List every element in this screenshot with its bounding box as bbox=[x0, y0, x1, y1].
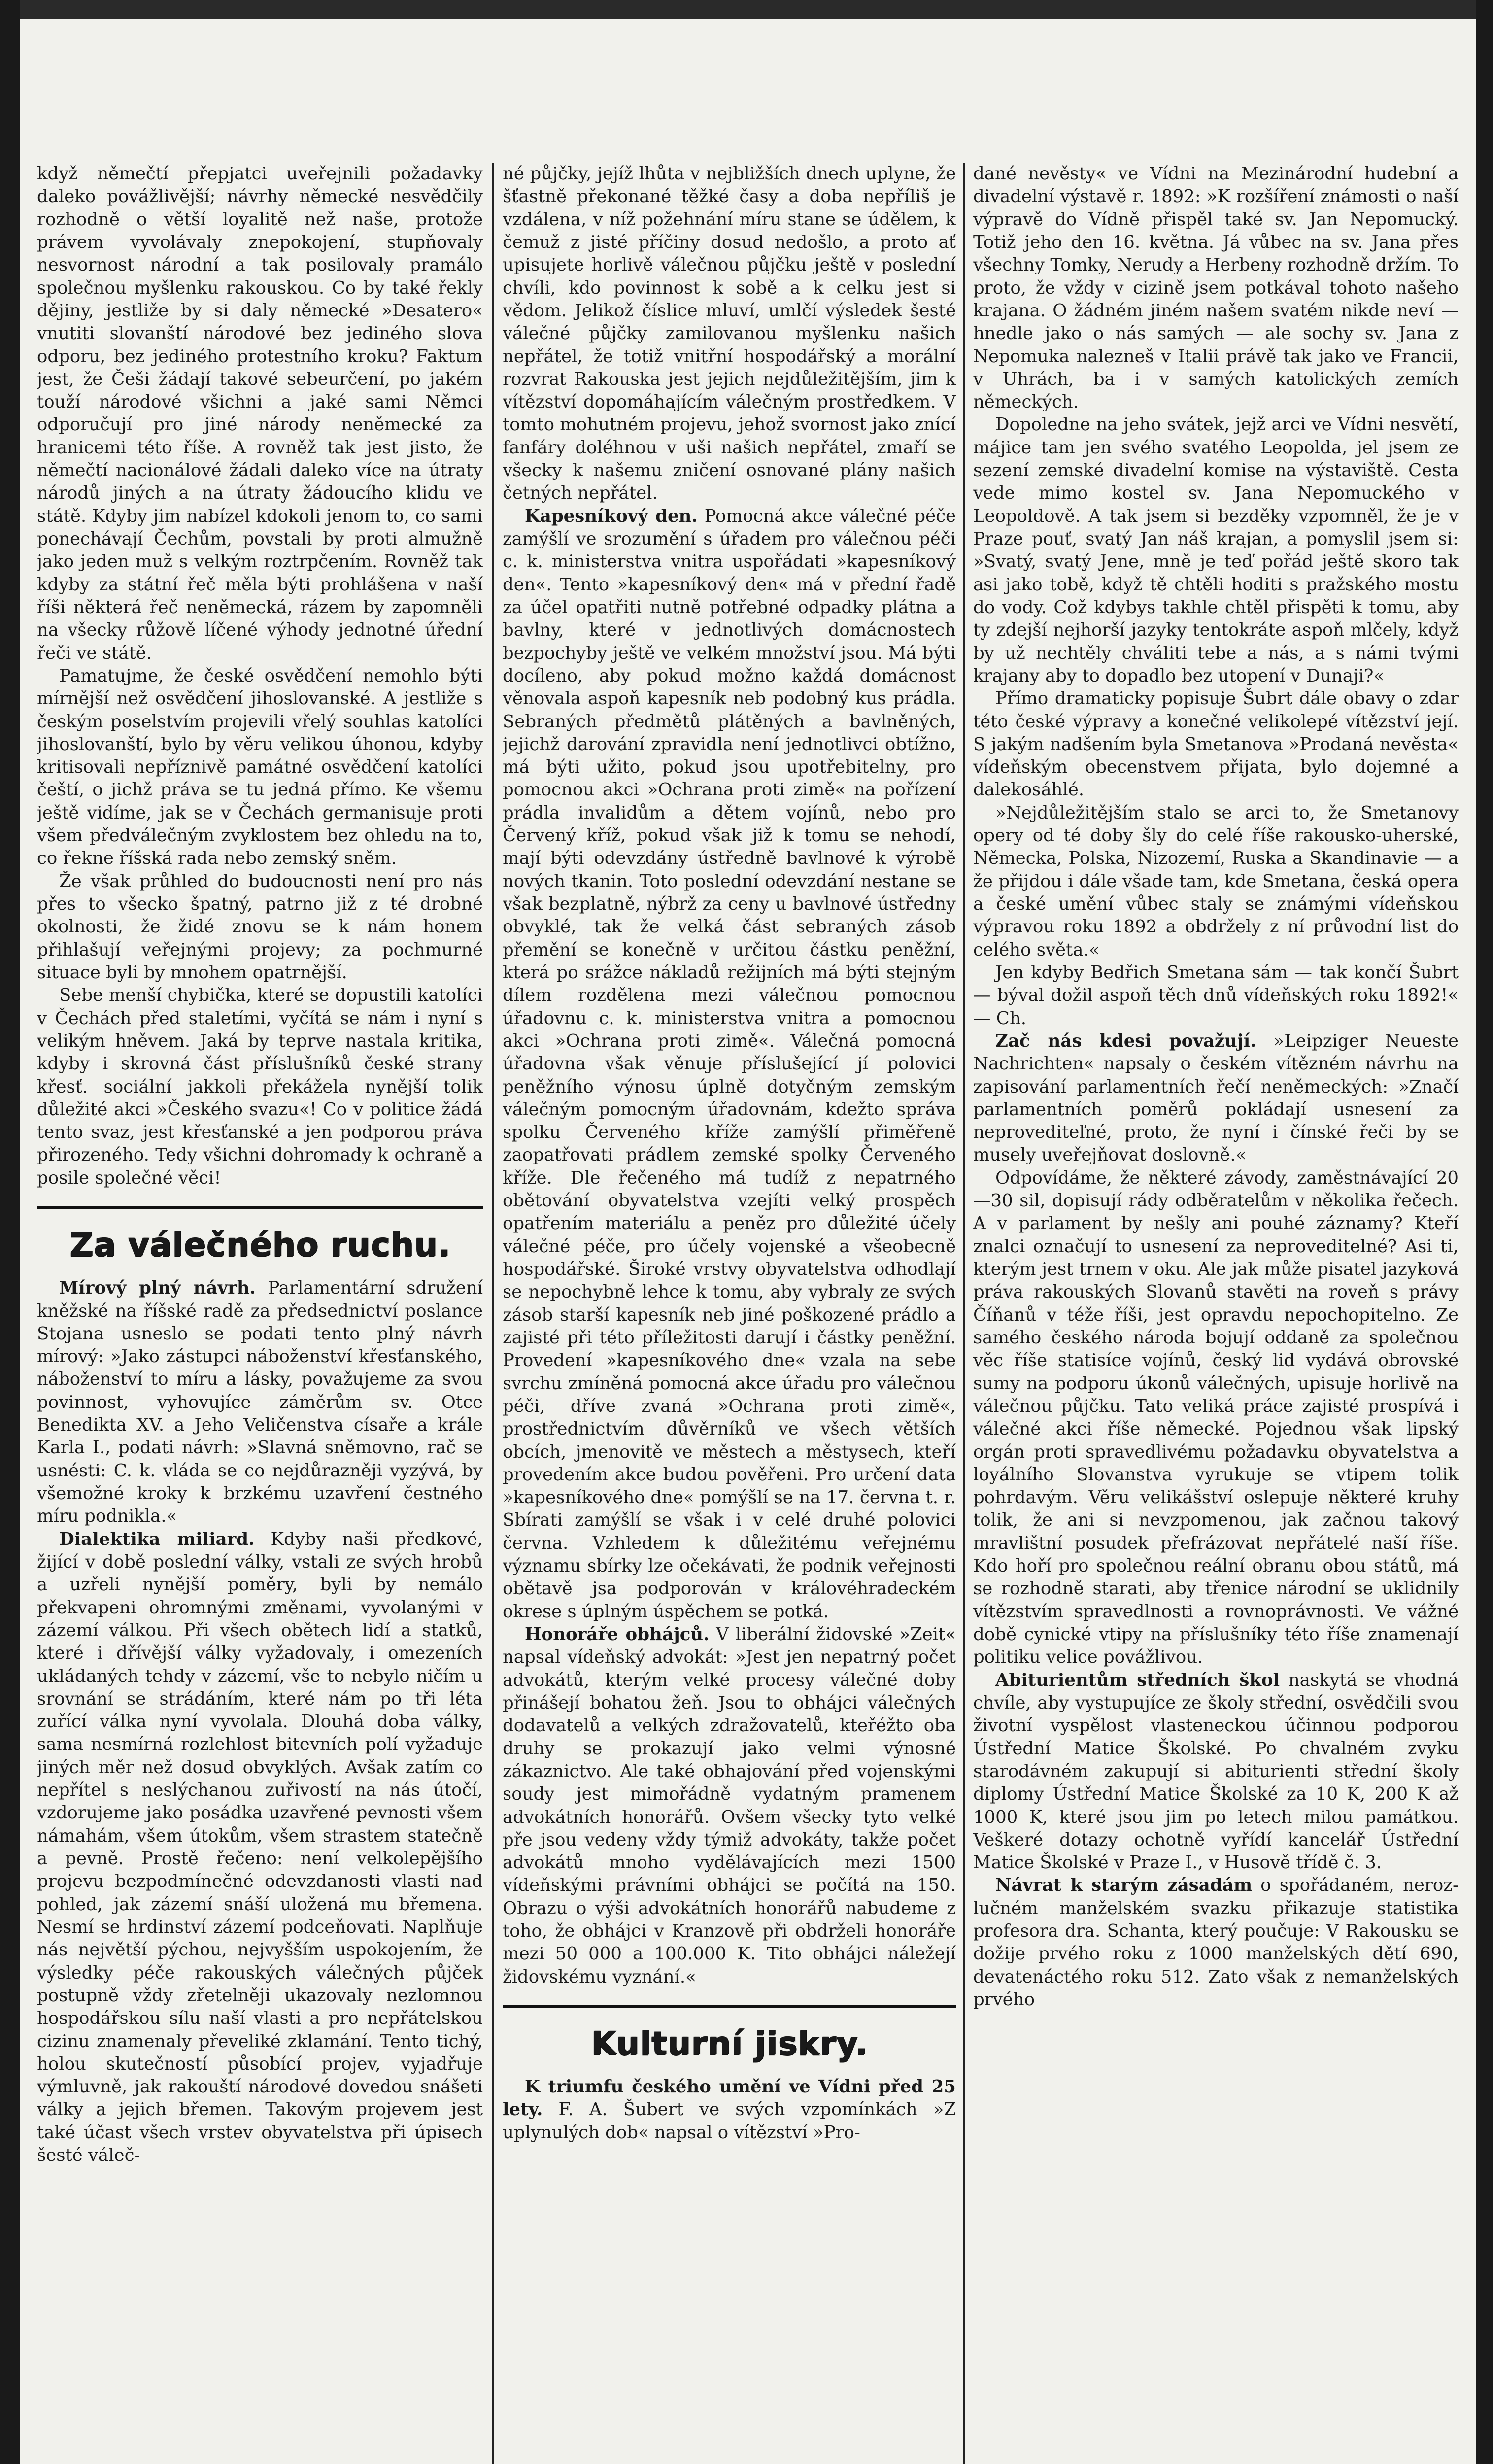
news-item bbox=[973, 1669, 1459, 1875]
item-lead: Návrat k starým zásadám bbox=[995, 1875, 1253, 1896]
article-paragraph: né půjčky, jejíž lhůta v nejbližších dnech uplyne, že šťastně překonané těžké časy a doba nepříliš je vzdálena, v níž požehnání míru stane se údělem, k čemuž z jisté příčiny dosud nedošlo, a proto ať upisujete horlivě válečnou půjčku ještě v poslední chvíli, kdo povinnost k sobě a k celku jest si vědom. Jelikož číslice mluví, umlčí výsledek šesté válečné půjčky zamilovanou myšlenku našich nepřátel, že totiž vnitřní hospodářský a morální rozvrat Rakouska jest jejich nejdůležitějším, jim k vítězství dopomáhajícím válečným prostředkem. V tomto mohutném projevu, jehož svornost jako znící fanfáry doléhnou v uši našich nepřátel, zmaří se všecky k našemu zničení osnované plány našich četných nepřátel. bbox=[503, 164, 956, 504]
article-paragraph: Sebe menší chybička, které se dopustili katolíci v Čechách před staletími, vyčítá se nám i nyní s velikým hněvem. Jaká by teprve nastala kritika, kdyby i skrovná část příslušníků české strany křesť. sociální jakkoli překážela nynější tolik důležité akci »Českého svazu«! Co v politice žádá tento svaz, jest křesťanské a jen podporou práva přirozeného. Tedy všichni dohromady k ochraně a posile společné věci! bbox=[37, 985, 483, 1188]
scan-edge-left bbox=[0, 0, 20, 2464]
item-text: Kdyby naši předkové, žijící v době poslední války, vstali ze svých hrobů a uzřeli nynější poměry, byli by nemálo překvapeni ohromnými změnami, vyvolanými v zázemí válkou. Při všech obětech lidí a statků, které i dřívější války vyžadovaly, i omezeních ukládaných tehdy v zázemí, vše to nebylo ničím u srovnání se strádáním, které nám po tři léta zuřící válka nyní vyvolala. Dlouhá doba války, sama nesmírná rozlehlost bitevních polí vyžaduje jiných měr než dosud obvyklých. Avšak zatím co nepřítel s neslýchanou zuřivostí na nás útočí, vzdorujeme jako posádka uzavřené pevnosti všem námahám, všem útokům, všem strastem statečně a pevně. Prostě řečeno: není velkolepějšího projevu bezpodmínečné odevzdanosti vlasti nad pohled, jak zázemí snáší uložená mu břemena. Nesmí se hrdinství zázemí podceňovati. Naplňuje nás největší pýchou, nejvyšším uspokojením, že výsledky péče rakouských válečných půjček postupně vždy zřetelněji ukazovaly nezlomnou hospodářskou sílu naší vlasti a pro nepřátelskou cizinu znamenaly převeliké zklamání. Tento tichý, holou skutečností působící projev, vyjadřuje výmluvně, jak rakouští národové dovedou snášeti války a jejich břemen. Takovým projevem jest také účast všech vrstev obyvatelstva při úpisech šesté váleč- bbox=[37, 1529, 483, 2166]
section-heading: Za válečného ruchu. bbox=[69, 1226, 451, 1264]
news-item bbox=[503, 1623, 956, 1988]
news-item bbox=[973, 1030, 1459, 1167]
article-paragraph: »Nejdůležitějším stalo se arci to, že Smetanovy opery od té doby šly do celé říše rakousko-uherské, Německa, Polska, Nizozemí, Ruska a Skandinavie — a že přijdou i dále všade tam, kde Smetana, česká opera a české umění vůbec staly se známými vídeňskou výpravou roku 1892 a obdržely z ní průvodní list do celého světa.« bbox=[973, 802, 1459, 960]
item-text: o spořádaném, nerozlučném manželském svazku přikazuje statistika profesora dra. Schanta, který poučuje: V Rakousku se dožije prvého roku z 1000 manželských dětí 690, devatenáctého roku 512. Zato však z nemanželských prvého bbox=[973, 1875, 1459, 2010]
column-1 bbox=[37, 163, 483, 2464]
item-lead: Honoráře obhájců. bbox=[525, 1624, 710, 1644]
item-lead: Mírový plný návrh. bbox=[59, 1278, 256, 1299]
item-text: V liberální židovské »Zeit« napsal vídeňský advokát: »Jest jen nepatrný počet advokátů, kterým velké procesy válečné doby přinášejí bohatou žeň. Jsou to obhájci válečných dodavatelů a velkých zdražovatelů, kteřéžto oba druhy se prokazují jako velmi výnosné zákaznictvo. Ale také obhajování před vojenskými soudy jest mimořádně vydatným pramenem advokátních honorářů. Ovšem všecky tyto velké pře jsou vedeny vždy týmiž advokáty, takže počet advokátů mnoho vydělávajících mezi 1500 vídeňskými právními obhájci se počítá na 150. Obrazu o výši advokátních honorářů nabudeme z toho, že obhájci v Kranzově při obdrželi honoráře mezi 50 000 a 100.000 K. Tito obhájci náležejí židovskému vyznání.« bbox=[503, 1624, 956, 1987]
section-divider bbox=[37, 1206, 483, 1209]
news-item bbox=[503, 505, 956, 1623]
news-item bbox=[37, 1277, 483, 1528]
scan-edge-top bbox=[0, 0, 1493, 19]
item-lead: K triumfu českého umění ve Vídni před 25 lety. bbox=[503, 2077, 956, 2120]
item-text: »Leipziger Neueste Nachrichten« napsaly o českém vítězném návrhu na zapisování parlamentních řečí neněmeckých: »Značí parlamentních poměrů pokládají usnesení za neprovediteľné, proto, že nyní i čínské řeči by se musely uveřejňovat doslovně.« bbox=[973, 1030, 1459, 1165]
news-item bbox=[503, 2076, 956, 2144]
column-3 bbox=[973, 163, 1459, 2464]
news-item bbox=[973, 1874, 1459, 2011]
item-text: F. A. Šubert ve svých vzpomínkách »Z uplynulých dob« napsal o vítězství »Pro- bbox=[503, 2099, 956, 2143]
item-lead: Zač nás kdesi považují. bbox=[995, 1030, 1256, 1051]
article-paragraph: dané nevěsty« ve Vídni na Mezinárodní hudební a divadelní výstavě r. 1892: »K rozšíření známosti o naší výpravě do Vídně přispěl také sv. Jan Nepomucký. Totiž jeho den 16. května. Já vůbec na sv. Jana přes všechny Tomky, Nerudy a Herbeny rozhodně držím. To proto, že vždy v cizině jsem potkával tohoto našeho krajana. O žádném jiném našem svatém nikde neví — hnedle jako o nás samých — ale sochy sv. Jana z Nepomuka nalezneš v Italii právě tak jako ve Francii, v Uhrách, ba i v samých katolických zemích německých. bbox=[973, 164, 1459, 412]
column-rule bbox=[963, 163, 965, 2464]
item-lead: Dialektika miliard. bbox=[59, 1529, 255, 1549]
article-paragraph: Dopoledne na jeho svátek, jejž arci ve Vídni nesvětí, májice tam jen svého svatého Leopolda, jel jsem ze sezení zemské divadelní komise na výstaviště. Cesta vede mimo kostel sv. Jana Nepomuckého v Leopoldově. A tak jsem si bezděky vzpomněl, že je v Praze pouť, svatý Jan náš krajan, a pomyslil jsem si: »Svatý, svatý Jene, mně je teď pořád ještě skoro tak asi jako tobě, když tě chtěli hoditi s pražského mostu do vody. Což kdybys takhle chtěl přispěti k tomu, aby ty zdejší nejhorší jazyky tentokráte aspoň mlčely, když by už nechtěly chváliti tebe a nás, a s námi tvými krajany aby to dopadlo bez utopení v Dunaji?« bbox=[973, 414, 1459, 686]
item-text: Pomocná akce válečné péče zamýšlí ve srozumění s úřadem pro válečnou péči c. k. ministerstva vnitra uspořádati »kapesníkový den«. Tento »kapesníkový den« má v přední řadě za účel opatřiti nutně potřebné odpadky plátna a bavlny, které v jednotlivých domácnostech bezpochyby ještě ve velkém množství jsou. Má býti docíleno, aby pokud možno každá domácnost věnovala aspoň kapesník neb podobný kus prádla. Sebraných předmětů plátěných a bavlněných, jejichž darování zpravidla není jednotlivci obtížno, má býti užito, pokud jsou upotřebitelny, pro pomocnou akci »Ochrana proti zimě« na pořízení prádla invalidům a dětem vojínů, nebo pro Červený kříž, pokud však již k tomu se nehodí, mají býti odevzdány ústředně bavlnové k výrobě nových tkanin. Toto poslední odevzdání nestane se však bezplatně, nýbrž za ceny u bavlnové ústředny obvyklé, tak že velká část sebraných zásob přemění se konečně v určitou částku peněžní, která po srážce nákladů režijních má býti stejným dílem rozdělena mezi válečnou pomocnou úřadovnu c. k. ministerstva vnitra a pomocnou akci »Ochrana proti zimě«. Válečná pomocná úřadovna však věnuje příslušející jí polovici peněžního výnosu úplně dotyčným zemským válečným pomocným úřadovnám, kdežto správa spolku Červeného kříže zamýšlí přiměřeně zaopatřovati prádlem zemské spolky Červeného kříže. Dle řečeného má tudíž z nepatrného obětování obyvatelstva vzejíti velký prospěch opatřením materiálu a peněz pro důležité účely válečné péče, pro účely vojenské a všeobecně hospodářské. Široké vrstvy obyvatelstva odhodlají se nepochybně lehce k tomu, aby vybraly ze svých zásob starší kapesník neb jiné poškozené prádlo a zajisté při této příležitosti darují i částky peněžní. Provedení »kapesníkového dne« vzala na sebe svrchu zmíněná pomocná akce úřadu pro válečnou péči, dříve zvaná »Ochrana proti zimě«, prostřednictvím důvěrníků ve všech větších obcích, jmenovitě ve městech a městysech, kteří provedením akce budou pověřeni. Pro určení data »kapesníkového dne« pomýšlí se na 17. června t. r. Sbírati zamýšlí se však i v celé druhé polovici června. Vzhledem k důležitému veřejnému významu sbírky lze očekávati, že podnik veřejnosti obětavě jsa podporován v královéhradeckém okrese s úplným úspěchem se potká. bbox=[503, 506, 956, 1622]
article-paragraph: Přímo dramaticky popisuje Šubrt dále obavy o zdar této české výpravy a konečné velikolepé vítězství její. S jakým nadšením byla Smetanova »Prodaná nevěsta« vídeňským obecenstvem přijata, bylo dojemné a dalekosáhlé. bbox=[973, 688, 1459, 800]
column-rule bbox=[492, 163, 494, 2464]
news-item bbox=[37, 1528, 483, 2167]
article-paragraph: Odpovídáme, že některé závody, zaměstnávající 20—30 sil, dopisují rády odběratelům v několika řečech. A v parlament by nešly ani pouhé záznamy? Kteří znalci označují to usnesení za neproveditelné? Asi ti, kterým jest trnem v oku. Ale jak může pisatel jazyková práva rakouských Slovanů stavěti na roveň s právy Číňanů v téže říši, jest opravdu nepochopitelno. Ze samého českého národa bojují oddaně za společnou věc říše statisíce vojínů, český lid vydává obrovské sumy na podporu úkonů válečných, upisuje horlivě na válečnou půjčku. Tato veliká práce zajisté prospívá i válečné akci říše německé. Pojednou však lipský orgán proti spravedlivému požadavku obyvatelstva a loyálního Slovanstva vyrukuje se vtipem tolik pohrdavým. Věru velikášství oslepuje některé kruhy tolik, že ani si nevzpomenou, jak začnou takový mravlištní posudek přefrázovat nepřátelé naší říše. Kdo hoří pro společnou reální obranu obou států, má se rozhodně starati, aby třenice národní se uklidnily vítězstvím spravedlnosti a rovnoprávnosti. Ve vážné době cynické vtipy na příslušníky této říše znamenají politiku velice povážlivou. bbox=[973, 1167, 1459, 1668]
item-text: Parlamentární sdružení kněžské na říšské radě za předsednictví poslance Stojana usneslo se podati tento plný návrh mírový: »Jako zástupci náboženství křesťanského, náboženství to míru a lásky, považujeme za svou povinnost, vyhovujíce záměrům sv. Otce Benedikta XV. a Jeho Veličenstva císaře a krále Karla I., podati návrh: »Slavná sněmovno, rač se usnésti: C. k. vláda se co nejdůrazněji vyzývá, by všemožné kroky k brzkému uzavření čestného míru podnikla.« bbox=[37, 1278, 483, 1527]
article-paragraph: Pamatujme, že české osvědčení nemohlo býti mírnější než osvědčení jihoslovanské. A jestliže s českým poselstvím projevili vřelý souhlas katolíci jihoslovanští, bylo by věru velikou úhonou, kdyby kritisovali nepříznivě památné osvědčení katolíci čeští, o jichž práva se tu jedná přímo. Ke všemu ještě vidíme, jak se v Čechách germanisuje proti všem předválečným zvyklostem bez ohledu na to, co řekne říšská rada nebo zemský sněm. bbox=[37, 665, 483, 869]
article-paragraph: když němečtí přepjatci uveřejnili požadavky daleko povážlivější; návrhy německé nesvědčily rozhodně o větší loyalitě než naše, protože právem vyvolávaly znepokojení, stupňovaly nesvornost národní a tak posilovaly pramálo společnou myšlenku rakouskou. Co by také řekly dějiny, jestliže by si daly německé »Desatero« vnutiti slovanští národové bez jediného slova odporu, bez jediného protestního kroku? Faktum jest, že Češi žádají takové sebeurčení, po jakém touží národové všichni a jaké sami Němci odporučují pro jiné národy neněmecké za hranicemi této říše. A rovněž tak jest jisto, že němečtí nacionálové žádali daleko více na útraty národů jiných a na útraty žádoucího klidu ve státě. Kdyby jim nabízel kdokoli jenom to, co sami ponechávají Čechům, povstali by proti almužně jako jeden muž s velkým roztrpčením. Rovněž tak kdyby za státní řeč měla býti prohlášena v naší říši některá řeč neněmecká, rázem by zapomněli na všecky růžově líčené výhody jednotné úřední řeči ve státě. bbox=[37, 164, 483, 663]
section-divider bbox=[503, 2005, 956, 2008]
section-heading: Kulturní jiskry. bbox=[590, 2024, 868, 2062]
article-paragraph: Že však průhled do budoucnosti není pro nás přes to všecko špatný, patrno již z té drobné okolnosti, že židé znovu se k nám honem přihlašují veřejnými projevy; za pochmurné situace byli by mnohem opatrnější. bbox=[37, 871, 483, 983]
article-paragraph: Jen kdyby Bedřich Smetana sám — tak končí Šubrt — býval dožil aspoň těch dnů vídeňských roku 1892!« — Ch. bbox=[973, 962, 1459, 1028]
item-text: naskytá se vhodná chvíle, aby vystupujíce ze školy střední, osvědčili svou životní vyspělost vlasteneckou účinnou podporou Ústřední Matice Školské. Po chvalném zvyku starodávném zakupují si abiturienti střední školy diplomy Ústřední Matice Školské za 10 K, 200 K až 1000 K, které jsou jim po letech milou památkou. Veškeré dotazy ochotně vyřídí kancelář Ústřední Matice Školské v Praze I., v Husově třídě č. 3. bbox=[973, 1670, 1459, 1873]
item-lead: Kapesníkový den. bbox=[525, 506, 698, 526]
item-lead: Abiturientům středních škol bbox=[995, 1670, 1280, 1690]
column-2 bbox=[503, 163, 956, 2464]
scan-edge-right bbox=[1476, 0, 1493, 2464]
